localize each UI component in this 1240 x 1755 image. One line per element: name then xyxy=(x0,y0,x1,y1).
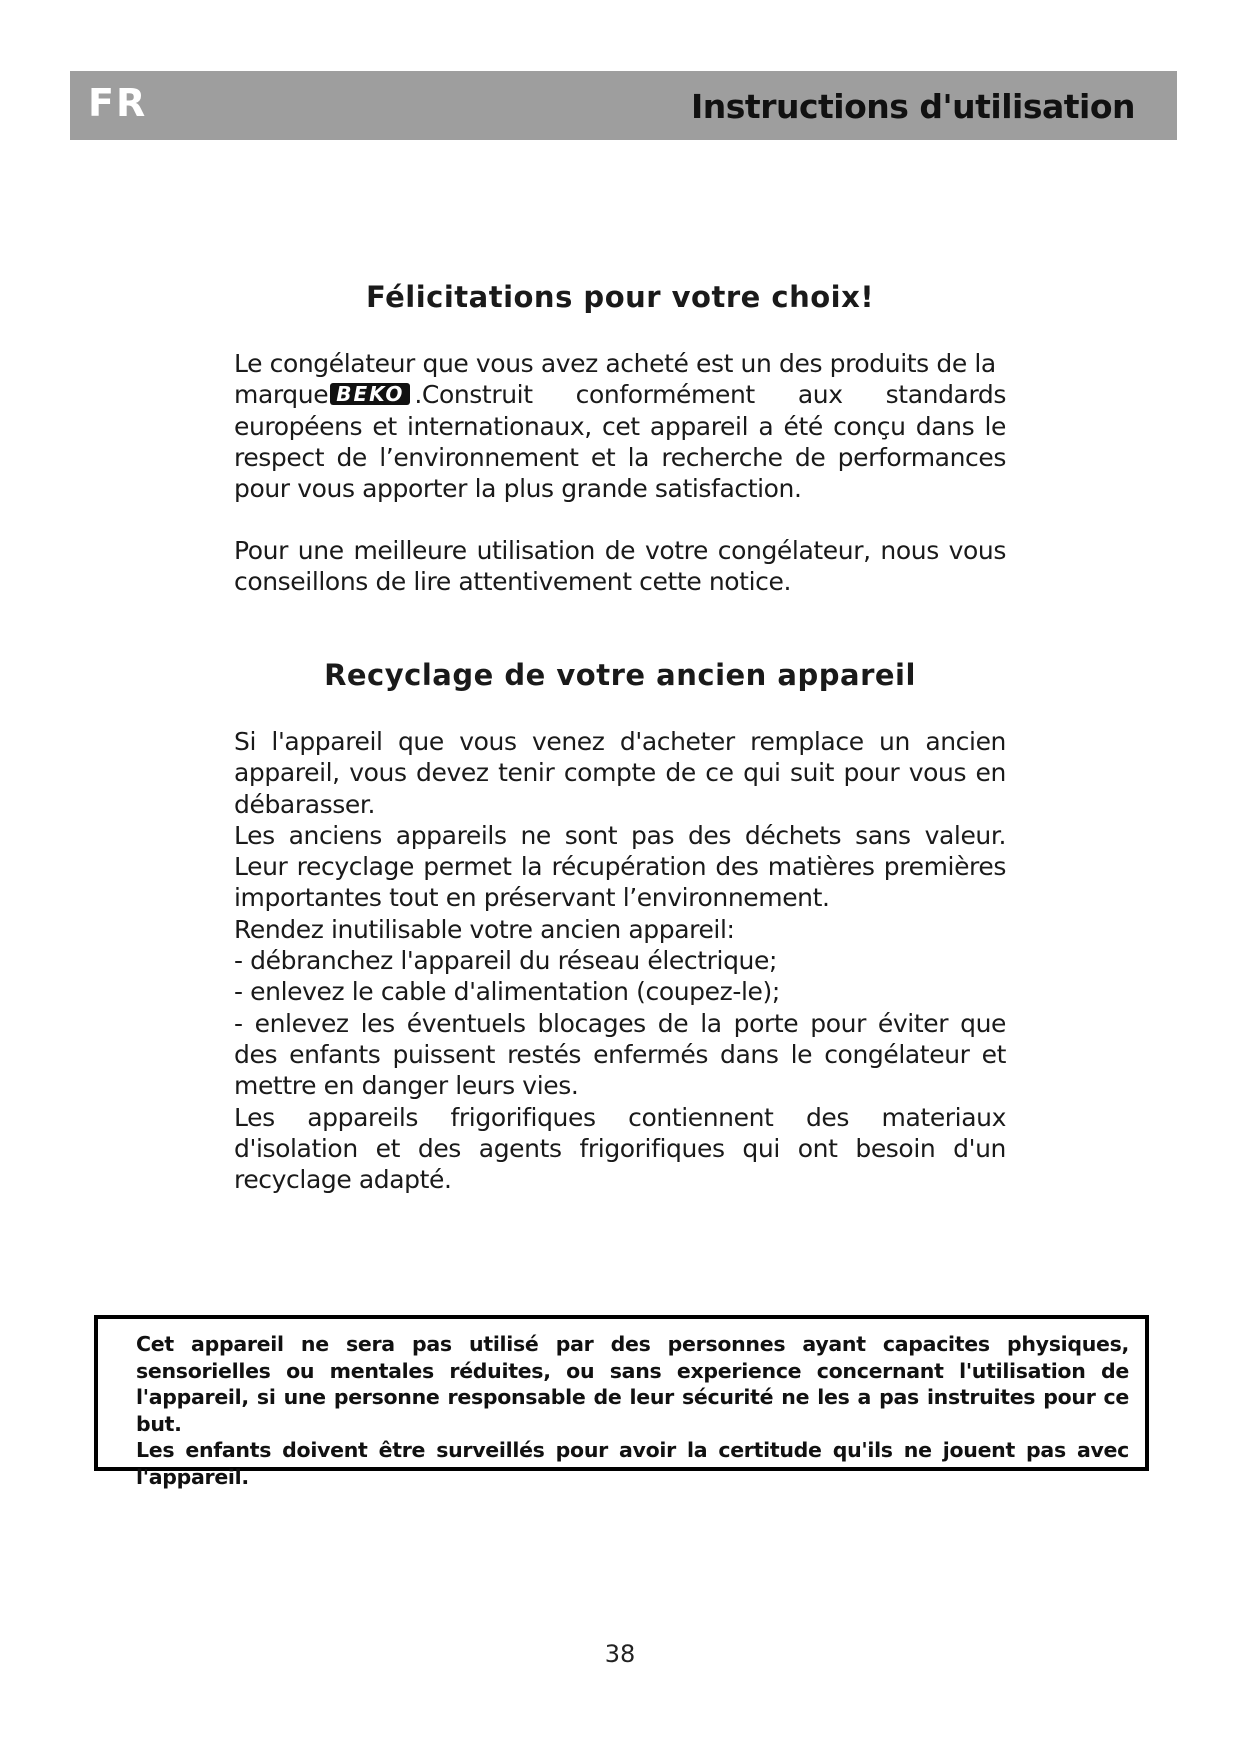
recycling-step: - enlevez le cable d'alimentation (coupez-le); xyxy=(234,977,780,1007)
safety-warning-box xyxy=(94,1315,1149,1489)
header-title: Instructions d'utilisation xyxy=(691,87,1135,126)
intro-line-4: respect de l’environnement et la recherche de performances xyxy=(234,442,1006,472)
safety-warning-text: Cet appareil ne sera pas utilisé par des personnes ayant capacites physiques, sensorielles ou mentales réduites, ou sans experience concernant l'utilisation de l'appareil, si une personne responsable de leur sécurité ne les a pas instruites pour ce but. xyxy=(136,1332,1129,1436)
intro-line-1: Le congélateur que vous avez acheté est un des produits de la xyxy=(234,349,996,378)
recycling-step: - enlevez les éventuels blocages de la porte pour éviter que des enfants puissent restés enfermés dans le congélateur et mettre en danger leurs vies. xyxy=(234,1008,1006,1101)
language-code: FR xyxy=(88,81,148,125)
recycling-paragraph: Les appareils frigorifiques contiennent des materiaux d'isolation et des agents frigorifiques qui ont besoin d'un recyclage adapté. xyxy=(234,1102,1006,1195)
recycling-paragraph: Rendez inutilisable votre ancien appareil: xyxy=(234,914,735,944)
recycling-paragraph: Si l'appareil que vous venez d'acheter remplace un ancien appareil, vous devez tenir compte de ce qui suit pour vous en débarasser. xyxy=(234,727,1006,819)
intro-paragraph xyxy=(234,348,1006,504)
recycling-step: - débranchez l'appareil du réseau électrique; xyxy=(234,946,777,976)
intro-line-2-suffix: .Construit conformément aux standards xyxy=(414,380,1006,410)
section-title-recycling: Recyclage de votre ancien appareil xyxy=(324,658,916,692)
intro-line-3: européens et internationaux, cet appareil a été conçu dans le xyxy=(234,411,1006,441)
page-number: 38 xyxy=(604,1640,636,1668)
intro-line-2 xyxy=(234,379,1006,410)
beko-logo: BEKO xyxy=(330,383,410,405)
intro-line-2-rest xyxy=(414,379,1006,410)
child-warning-text: Les enfants doivent être surveillés pour avoir la certitude qu'ils ne jouent pas avec l'appareil. xyxy=(136,1438,1129,1489)
advice-paragraph: Pour une meilleure utilisation de votre congélateur, nous vous conseillons de lire attentivement cette notice. xyxy=(234,536,1006,597)
recycling-paragraph: Les anciens appareils ne sont pas des déchets sans valeur. Leur recyclage permet la récupération des matières premières importantes tout en préservant l’environnement. xyxy=(234,820,1006,913)
intro-line-5: pour vous apporter la plus grande satisfaction. xyxy=(234,474,802,504)
header-bar xyxy=(70,71,1177,140)
section-title-congratulations: Félicitations pour votre choix! xyxy=(365,280,875,314)
recycling-body xyxy=(234,726,1006,1195)
intro-line-2-prefix: marque xyxy=(234,380,329,410)
